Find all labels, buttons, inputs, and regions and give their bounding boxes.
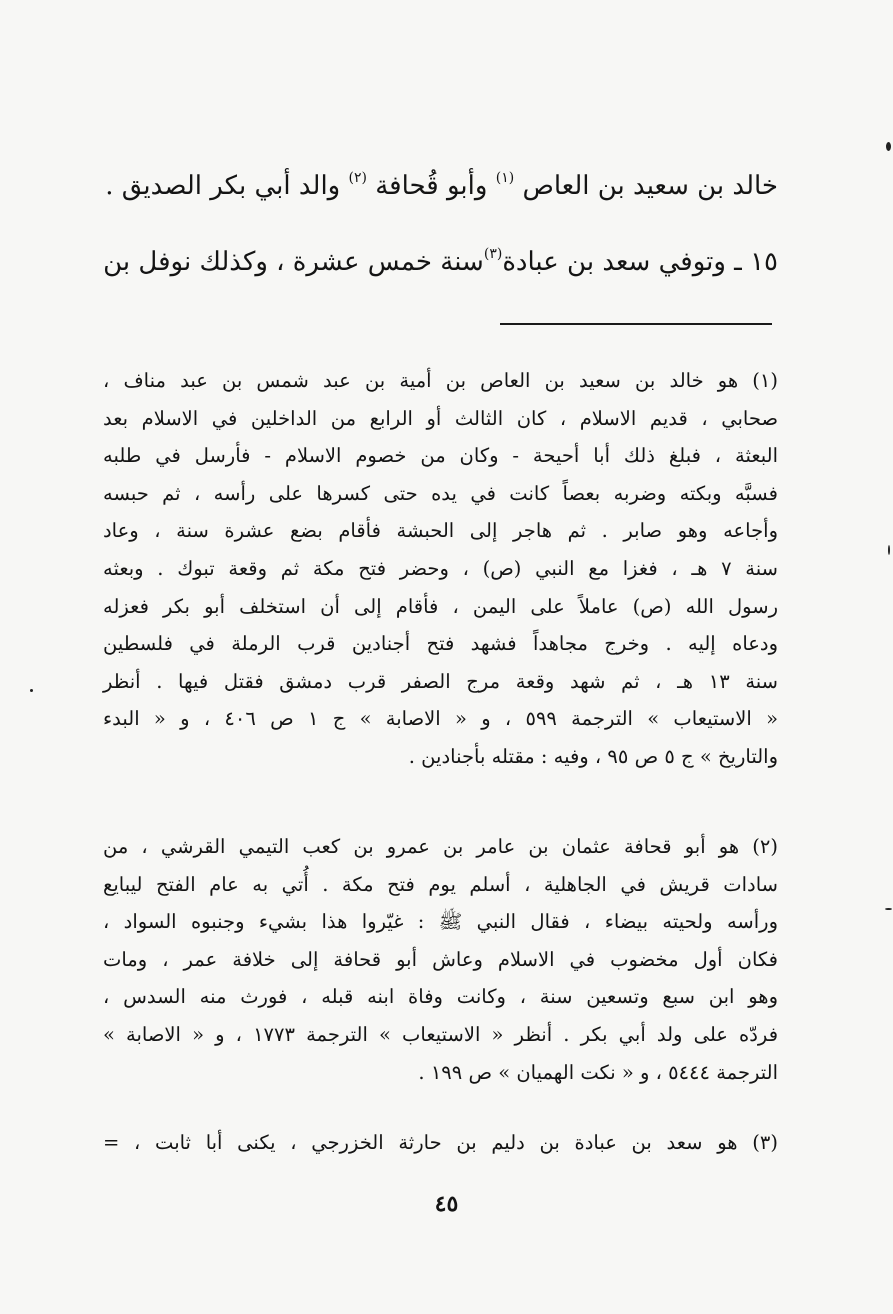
footnote-2 [103,828,778,1091]
page-number: ٤٥ [434,1191,459,1217]
footnote-line: (١) هو خالد بن سعيد بن العاص بن أمية بن عبد شمس بن عبد مناف ، [103,369,778,392]
scan-speck [886,142,891,151]
footnote-ref-2: (٢) [348,170,367,186]
body-text: سنة خمس عشرة ، وكذلك نوفل بن [103,247,484,277]
footnote-line: « الاستيعاب » الترجمة ٥٩٩ ، و « الاصابة » ج ١ ص ٤٠٦ ، و « البدء [103,707,778,731]
footnote-line: (٣) هو سعد بن عبادة بن دليم بن حارثة الخزرجي ، يكنى أبا ثابت ، = [103,1131,778,1154]
footnote-line: (٢) هو أبو قحافة عثمان بن عامر بن عمرو بن كعب التيمي القرشي ، من [103,835,778,858]
footnote-3 [103,1124,778,1162]
body-text: والد أبي بكر الصديق . [105,171,341,201]
footnote-separator [500,323,772,325]
body-text: ١٥ ـ وتوفي سعد بن عبادة [502,247,778,277]
footnote-line: فكان أول مخضوب في الاسلام وعاش أبو قحافة إلى خلافة عمر ، ومات [103,947,778,971]
footnote-line: سنة ١٣ هـ ، ثم شهد وقعة مرج الصفر قرب دمشق فقتل فيها . أنظر [103,669,778,693]
footnote-line: ورأسه ولحيته بيضاء ، فقال النبي ﷺ : غيّروا هذا بشيء وجنبوه السواد ، [103,910,778,934]
footnote-line: الترجمة ٥٤٤٤ ، و « نكت الهميان » ص ١٩٩ . [418,1060,778,1084]
scan-speck [888,545,890,555]
footnote-ref-3: (٣) [483,246,503,262]
footnote-line: وهو ابن سبع وتسعين سنة ، وكانت وفاة ابنه قبله ، فورث منه السدس ، [103,985,778,1009]
footnote-line: فسبَّه وبكته وضربه بعصاً كانت في يده حتى كسرها على رأسه ، ثم حبسه [103,481,778,505]
footnote-line: ودعاه إليه . وخرج مجاهداً فشهد فتح أجنادين قرب الرملة في فلسطين [103,632,778,656]
footnote-1 [103,362,778,776]
footnote-ref-1: (١) [495,170,515,186]
footnote-line: سادات قريش في الجاهلية ، أسلم يوم فتح مكة . أُتي به عام الفتح ليبايع [103,872,778,896]
scan-speck [30,689,33,692]
body-text: وأبو قُحافة [375,171,488,201]
footnote-line: والتاريخ » ج ٥ ص ٩٥ ، وفيه : مقتله بأجنادين . [408,744,778,768]
scan-speck [885,908,892,910]
footnote-line: سنة ٧ هـ ، فغزا مع النبي (ص) ، وحضر فتح مكة ثم وقعة تبوك . وبعثه [103,556,778,580]
footnote-line: وأجاعه وهو صابر . ثم هاجر إلى الحبشة فأقام بضع عشرة سنة ، وعاد [103,519,778,543]
body-line-2 [95,236,778,280]
body-text: خالد بن سعيد بن العاص [522,171,778,201]
footnote-line: صحابي ، قديم الاسلام ، كان الثالث أو الرابع من الداخلين في الاسلام بعد [103,406,778,430]
footnote-line: البعثة ، فبلغ ذلك أبا أحيحة - وكان من خصوم الاسلام - فأرسل في طلبه [103,444,778,468]
footnote-line: فردّه على ولد أبي بكر . أنظر « الاستيعاب » الترجمة ١٧٧٣ ، و « الاصابة » [103,1022,779,1046]
body-line-1 [95,160,778,204]
footnote-line: رسول الله (ص) عاملاً على اليمن ، فأقام إلى أن استخلف أبو بكر فعزله [103,594,778,618]
